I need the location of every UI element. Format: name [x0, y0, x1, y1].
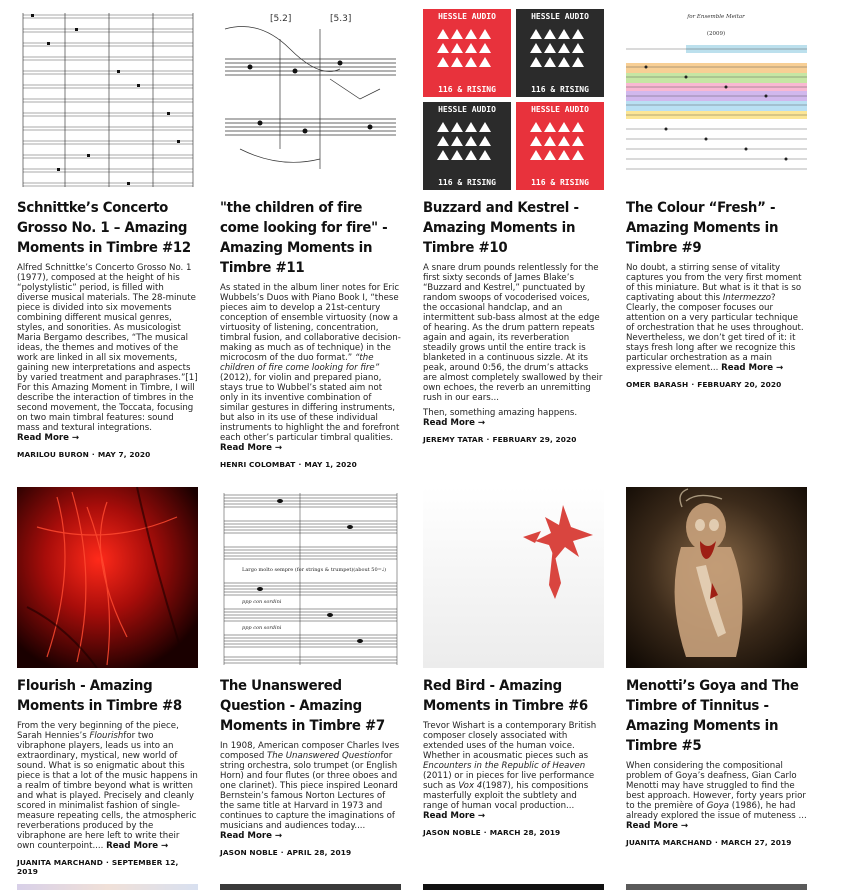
- post-meta: [423, 828, 604, 837]
- album-label: HESSLE AUDIO: [531, 105, 589, 114]
- post-excerpt: [626, 761, 807, 831]
- meta-separator: ·: [486, 435, 490, 444]
- meta-separator: ·: [691, 380, 695, 389]
- post-title[interactable]: Schnittke’s Concerto Grosso No. 1 – Amazing Moments in Timbre #12: [17, 200, 191, 256]
- post-card: [423, 487, 604, 837]
- read-more-link[interactable]: Read More →: [423, 418, 486, 428]
- album-sub: 116 & RISING: [531, 85, 589, 94]
- excerpt-italic: Vox 4: [458, 781, 483, 791]
- score-image: [220, 9, 401, 190]
- next-post-thumbnail[interactable]: [17, 884, 198, 890]
- post-author[interactable]: JUANITA MARCHAND: [626, 838, 712, 847]
- score-dynamic: ppp con sordini: [242, 599, 282, 605]
- read-more-link[interactable]: Read More →: [17, 433, 80, 443]
- excerpt-text: ? Clearly, the composer focuses our attention on a very particular technique of orchestration that he uses throughout. Nevertheless, we don’t get tired of it: it stays fresh long after we recognize this particular orchestration as a main expressive element...: [626, 293, 804, 373]
- post-meta: [220, 848, 401, 857]
- excerpt-italic: Encounters in the Republic of Heaven: [423, 761, 586, 771]
- post-excerpt: [423, 721, 604, 821]
- next-post-thumbnail[interactable]: [220, 884, 401, 890]
- post-card: [220, 487, 401, 857]
- excerpt-text: A snare drum pounds relentlessly for the first sixty seconds of James Blake’s “Buzzard and Kestrel,” punctuated by random swoops of vocoderised voices, the occasional handclap, and an intermittent sub-bass almost at the edge of hearing. As the drum pattern repeats again and again, its reverberation steadily grows until the entire track is blanketed in a continuous sizzle. At its peak, around 0:56, the drum’s attacks are almost completely swallowed by their own echoes, the reverb an unremitting rush in our ears...: [423, 263, 603, 403]
- post-author[interactable]: JASON NOBLE: [220, 848, 278, 857]
- post-card: [17, 487, 198, 876]
- post-card: [220, 9, 401, 469]
- post-thumbnail-score[interactable]: [220, 487, 401, 668]
- meta-separator: ·: [483, 828, 487, 837]
- excerpt-text: In 1908, American composer Charles Ives composed: [220, 741, 400, 761]
- post-card: [423, 9, 604, 444]
- excerpt-italic: Flourish: [89, 731, 124, 741]
- goya-painting-image: [626, 487, 807, 668]
- post-author[interactable]: JEREMY TATAR: [423, 435, 484, 444]
- flourish-photo: [17, 487, 198, 668]
- post-thumbnail-image[interactable]: [423, 487, 604, 668]
- post-thumbnail-painting[interactable]: [626, 487, 807, 668]
- score-year: (2009): [706, 31, 726, 37]
- post-excerpt: [626, 263, 807, 373]
- post-meta: [423, 435, 604, 444]
- read-more-link[interactable]: Read More →: [626, 821, 689, 831]
- red-bird-image: [423, 487, 604, 668]
- album-sub: 116 & RISING: [438, 178, 496, 187]
- post-title[interactable]: Buzzard and Kestrel - Amazing Moments in Timbre #10: [423, 200, 579, 256]
- album-label: HESSLE AUDIO: [438, 12, 496, 21]
- post-thumbnail-album[interactable]: [423, 9, 604, 190]
- excerpt-text: As stated in the album liner notes for Eric Wubbels’s Duos with Piano Book I, “these pieces aim to develop a 21st-century conception of ensemble virtuosity (now a virtuosity of listening, concentration, timbral fusion, and collaborative decision-making as much as of technique) in the microcosm of the duo format.”: [220, 283, 401, 363]
- excerpt-text: From the very beginning of the piece, Sarah Hennies’s: [17, 721, 179, 741]
- post-date: MARCH 28, 2019: [489, 828, 561, 837]
- post-excerpt: [220, 283, 401, 453]
- post-author[interactable]: JASON NOBLE: [423, 828, 481, 837]
- excerpt-text: for string orchestra, solo trumpet (or English Horn) and four flutes (or three oboes and one clarinet). This piece inspired Leonard Bernstein’s famous Norton Lectures of the same title at Harvard in 1973 and continues to capture the imaginations of musicians and audiences today....: [220, 751, 398, 831]
- post-excerpt-continued: [423, 408, 604, 428]
- post-card: [626, 9, 807, 389]
- score-image: [17, 9, 198, 190]
- post-excerpt: [220, 741, 401, 841]
- excerpt-italic: Intermezzo: [722, 293, 771, 303]
- post-title[interactable]: The Unanswered Question - Amazing Moments in Timbre #7: [220, 678, 385, 734]
- album-sub: 116 & RISING: [531, 178, 589, 187]
- excerpt-text: (1986), he had already explored the issue of muteness ...: [626, 801, 807, 821]
- album-sub: 116 & RISING: [438, 85, 496, 94]
- colour-score-image: [626, 9, 807, 190]
- post-meta: [220, 460, 401, 469]
- read-more-link[interactable]: Read More →: [721, 363, 784, 373]
- score-caption: for Ensemble Meitar: [687, 14, 745, 20]
- meta-separator: ·: [91, 450, 95, 459]
- score-tempo: Largo molto sempre (for strings & trumpet)(about 50=♩): [242, 567, 387, 573]
- post-meta: [17, 858, 198, 876]
- read-more-link[interactable]: Read More →: [423, 811, 486, 821]
- excerpt-italic: The Unanswered Question: [267, 751, 381, 761]
- post-thumbnail-photo[interactable]: [17, 487, 198, 668]
- svg-text:[5.2]: [5.2]: [270, 14, 292, 24]
- post-author[interactable]: MARILOU BURON: [17, 450, 89, 459]
- post-author[interactable]: HENRI COLOMBAT: [220, 460, 296, 469]
- post-title[interactable]: Red Bird - Amazing Moments in Timbre #6: [423, 678, 588, 714]
- next-post-thumbnail[interactable]: [423, 884, 604, 890]
- post-title[interactable]: Menotti’s Goya and The Timbre of Tinnitus - Amazing Moments in Timbre #5: [626, 678, 799, 754]
- post-date: MAY 1, 2020: [304, 460, 357, 469]
- svg-text:[5.3]: [5.3]: [330, 14, 352, 24]
- excerpt-italic: “the children of fire come looking for fire”: [220, 353, 380, 373]
- post-card: [626, 487, 807, 847]
- meta-separator: ·: [714, 838, 718, 847]
- read-more-link[interactable]: Read More →: [220, 831, 283, 841]
- excerpt-text: When considering the compositional problem of Goya’s deafness, Gian Carlo Menotti may have struggled to find the best approach. However, forty years prior to the première of: [626, 761, 806, 811]
- excerpt-text: Trevor Wishart is a contemporary British composer closely associated with extended uses of the human voice. Whether in acousmatic pieces such as: [423, 721, 597, 761]
- post-date: APRIL 28, 2019: [286, 848, 352, 857]
- excerpt-text: (2011) or in pieces for live performance such as: [423, 771, 595, 791]
- album-label: HESSLE AUDIO: [438, 105, 496, 114]
- excerpt-text: for two vibraphone players, leads us into an extraordinary, mystical, new world of sound. What is so enigmatic about this piece is that a lot of the music happens in a realm of timbre beyond what is written and what is played. Precisely and cleanly scored in minimalist fashion of single-measure repeating cells, the atmospheric reverberations produced by the vibraphone are here left to write their own counterpoint....: [17, 731, 198, 851]
- post-excerpt: [17, 263, 198, 443]
- post-title[interactable]: The Colour “Fresh” - Amazing Moments in Timbre #9: [626, 200, 779, 256]
- post-meta: [17, 450, 198, 459]
- post-date: MARCH 27, 2019: [720, 838, 792, 847]
- excerpt-text: (2012), for violin and prepared piano, stays true to Wubbel’s stated aim not only in its inventive combination of similar gestures in differing instruments, but also in its use of these individual instruments to highlight the and forefront each other’s particular timbral qualities.: [220, 373, 400, 443]
- post-thumbnail-score[interactable]: [17, 9, 198, 190]
- meta-separator: ·: [280, 848, 284, 857]
- meta-separator: ·: [298, 460, 302, 469]
- post-meta: [626, 380, 807, 389]
- post-date: SEPTEMBER 12, 2019: [17, 858, 179, 876]
- ives-score-image: [220, 487, 401, 668]
- excerpt-italic: Goya: [706, 801, 729, 811]
- next-post-thumbnail[interactable]: [626, 884, 807, 890]
- excerpt-text: Alfred Schnittke’s Concerto Grosso No. 1 (1977), composed at the height of his “polystylistic” period, is filled with diverse musical materials. The 28-minute piece is divided into six movements combining different musical genres, styles, and sonorities. As musicologist Maria Bergamo describes, “The musical ideas, the themes and motives of the work are linked in all six movements, gaining new interpretations and aspects by varied treatment and paraphrases.”[1] For this Amazing Moment in Timbre, I will describe the interaction of timbres in the second movement, the Toccata, focusing on two main timbral features: sound mass and textural integrations.: [17, 263, 198, 433]
- post-thumbnail-score[interactable]: [626, 9, 807, 190]
- post-date: FEBRUARY 29, 2020: [492, 435, 577, 444]
- post-excerpt: [423, 263, 604, 403]
- excerpt-text: Then, something amazing happens.: [423, 408, 578, 418]
- post-title[interactable]: "the children of fire come looking for fire" - Amazing Moments in Timbre #11: [220, 200, 388, 276]
- post-card: [17, 9, 198, 459]
- meta-separator: ·: [105, 858, 109, 867]
- post-author[interactable]: JUANITA MARCHAND: [17, 858, 103, 867]
- post-meta: [626, 838, 807, 847]
- post-excerpt: [17, 721, 198, 851]
- album-cover-image: [423, 9, 604, 190]
- post-date: MAY 7, 2020: [97, 450, 151, 459]
- excerpt-text: (1987), his compositions masterfully exploit the subtlety and range of human vocal production...: [423, 781, 589, 811]
- album-label: HESSLE AUDIO: [531, 12, 589, 21]
- post-title[interactable]: Flourish - Amazing Moments in Timbre #8: [17, 678, 182, 714]
- post-date: FEBRUARY 20, 2020: [697, 380, 782, 389]
- score-dynamic: ppp con sordini: [242, 625, 282, 631]
- post-author[interactable]: OMER BARASH: [626, 380, 689, 389]
- read-more-link[interactable]: Read More →: [106, 841, 169, 851]
- post-thumbnail-score[interactable]: [220, 9, 401, 190]
- read-more-link[interactable]: Read More →: [220, 443, 283, 453]
- excerpt-text: No doubt, a stirring sense of vitality captures you from the very first moment of this miniature. But what is it that is so captivating about this: [626, 263, 802, 303]
